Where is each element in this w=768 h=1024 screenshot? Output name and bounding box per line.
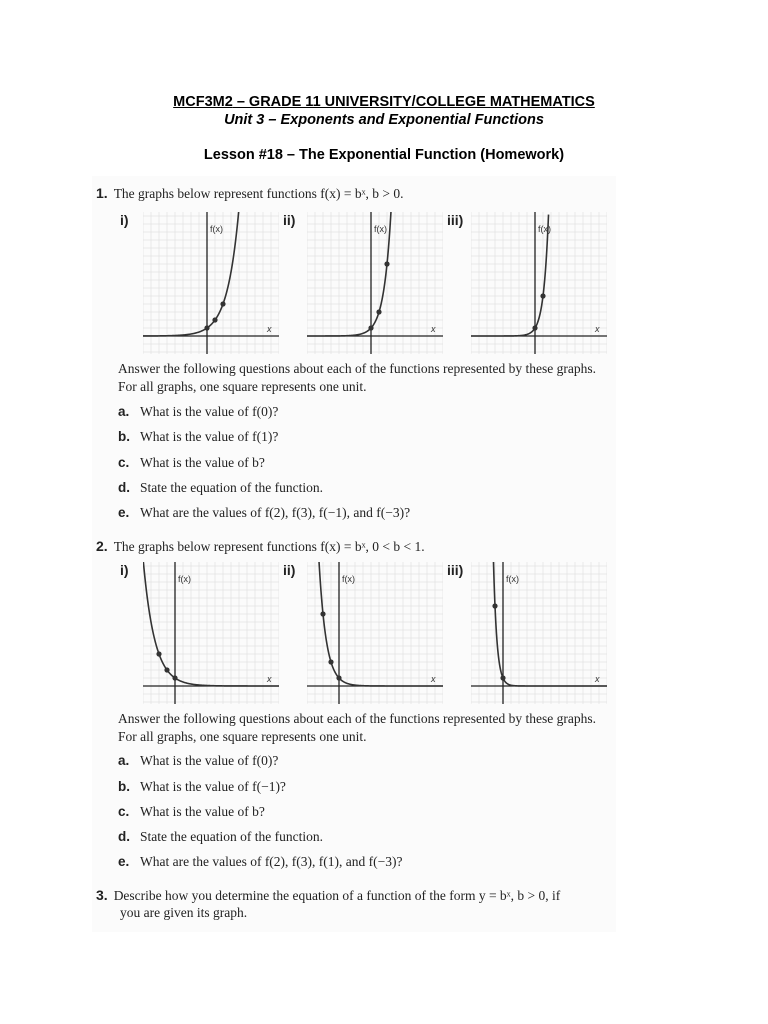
course-title [0,94,768,110]
item-letter: b. [118,779,130,794]
q2-instructions: Answer the following questions about each of the functions represented by these graphs. For all graphs, one square represents one unit. [118,711,596,744]
item-letter: a. [118,404,130,419]
plotted-point [204,325,209,330]
item-text: What are the values of f(2), f(3), f(−1), and f(−3)? [140,505,411,520]
item-text: What is the value of b? [140,804,265,819]
item-text: What is the value of f(1)? [140,429,279,444]
item-text: What is the value of f(0)? [140,404,279,419]
course-code: MCF3M2 [173,94,233,110]
question-3 [96,887,560,904]
q1-item-c [118,455,265,471]
plotted-point [376,309,381,314]
graph-2i [143,562,279,704]
q2-item-a [118,753,278,769]
fx-axis-label: f(x) [538,224,551,234]
item-text: What is the value of b? [140,455,265,470]
item-letter: d. [118,480,130,495]
grid [143,562,279,704]
plotted-point [368,325,373,330]
question-text: Describe how you determine the equation of a function of the form y = bˣ, b > 0, if [113,888,561,903]
q1-item-a [118,404,278,420]
item-text: State the equation of the function. [140,480,323,495]
graph-label-1i: i) [120,212,129,228]
grid [471,562,607,704]
question-number: 2. [96,538,108,554]
q1-instructions: Answer the following questions about each of the functions represented by these graphs. For all graphs, one square represents one unit. [118,361,596,394]
q1-item-d [118,480,323,496]
grid [307,562,443,704]
graph-2iii [471,562,607,704]
plotted-point [156,651,161,656]
q2-item-e [118,854,403,870]
function-curve [143,562,279,686]
q2-item-b [118,779,286,795]
fx-axis-label: f(x) [178,574,191,584]
plotted-point [172,675,177,680]
plotted-point [336,675,341,680]
plotted-point [164,667,169,672]
graph-label-2iii: iii) [447,562,464,578]
q1-item-e [118,505,410,521]
plotted-point [500,675,505,680]
graph-label-2i: i) [120,562,129,578]
fx-axis-label: f(x) [506,574,519,584]
item-letter: e. [118,505,130,520]
unit-title: Unit 3 – Exponents and Exponential Functions [224,112,544,128]
x-axis-label: x [431,674,436,684]
plotted-point [540,293,545,298]
graph-2ii [307,562,443,704]
item-letter: d. [118,829,130,844]
x-axis-label: x [431,324,436,334]
question-number: 1. [96,185,108,201]
item-letter: e. [118,854,130,869]
item-text: What is the value of f(0)? [140,753,279,768]
graph-1ii [307,212,443,354]
plotted-point [384,261,389,266]
item-text: What are the values of f(2), f(3), f(1), and f(−3)? [140,854,403,869]
x-axis-label: x [595,674,600,684]
x-axis-label: x [267,324,272,334]
lesson-title: Lesson #18 – The Exponential Function (Homework) [203,147,565,163]
plotted-point [320,611,325,616]
item-letter: a. [118,753,130,768]
plotted-point [328,659,333,664]
course-name: – GRADE 11 UNIVERSITY/COLLEGE MATHEMATICS [232,94,595,110]
question-1 [96,185,404,202]
plotted-point [492,603,497,608]
fx-axis-label: f(x) [210,224,223,234]
fx-axis-label: f(x) [374,224,387,234]
function-curve [319,562,443,686]
item-letter: b. [118,429,130,444]
item-letter: c. [118,455,130,470]
x-axis-label: x [595,324,600,334]
q1-item-b [118,429,278,445]
question-number: 3. [96,887,108,903]
graph-label-1iii: iii) [447,212,464,228]
plotted-point [220,301,225,306]
graph-1i [143,212,279,354]
question-text: The graphs below represent functions f(x) = bˣ, b > 0. [113,186,404,201]
question-2 [96,538,425,555]
plotted-point [532,325,537,330]
x-axis-label: x [267,674,272,684]
question-text: The graphs below represent functions f(x) = bˣ, 0 < b < 1. [113,539,425,554]
item-text: What is the value of f(−1)? [140,779,286,794]
q2-item-d [118,829,323,845]
graph-label-1ii: ii) [283,212,296,228]
question-3-line2: you are given its graph. [120,905,248,920]
plotted-point [212,317,217,322]
fx-axis-label: f(x) [342,574,355,584]
graph-1iii [471,212,607,354]
graph-label-2ii: ii) [283,562,296,578]
function-curve [471,215,549,336]
q2-item-c [118,804,265,820]
item-letter: c. [118,804,130,819]
item-text: State the equation of the function. [140,829,323,844]
